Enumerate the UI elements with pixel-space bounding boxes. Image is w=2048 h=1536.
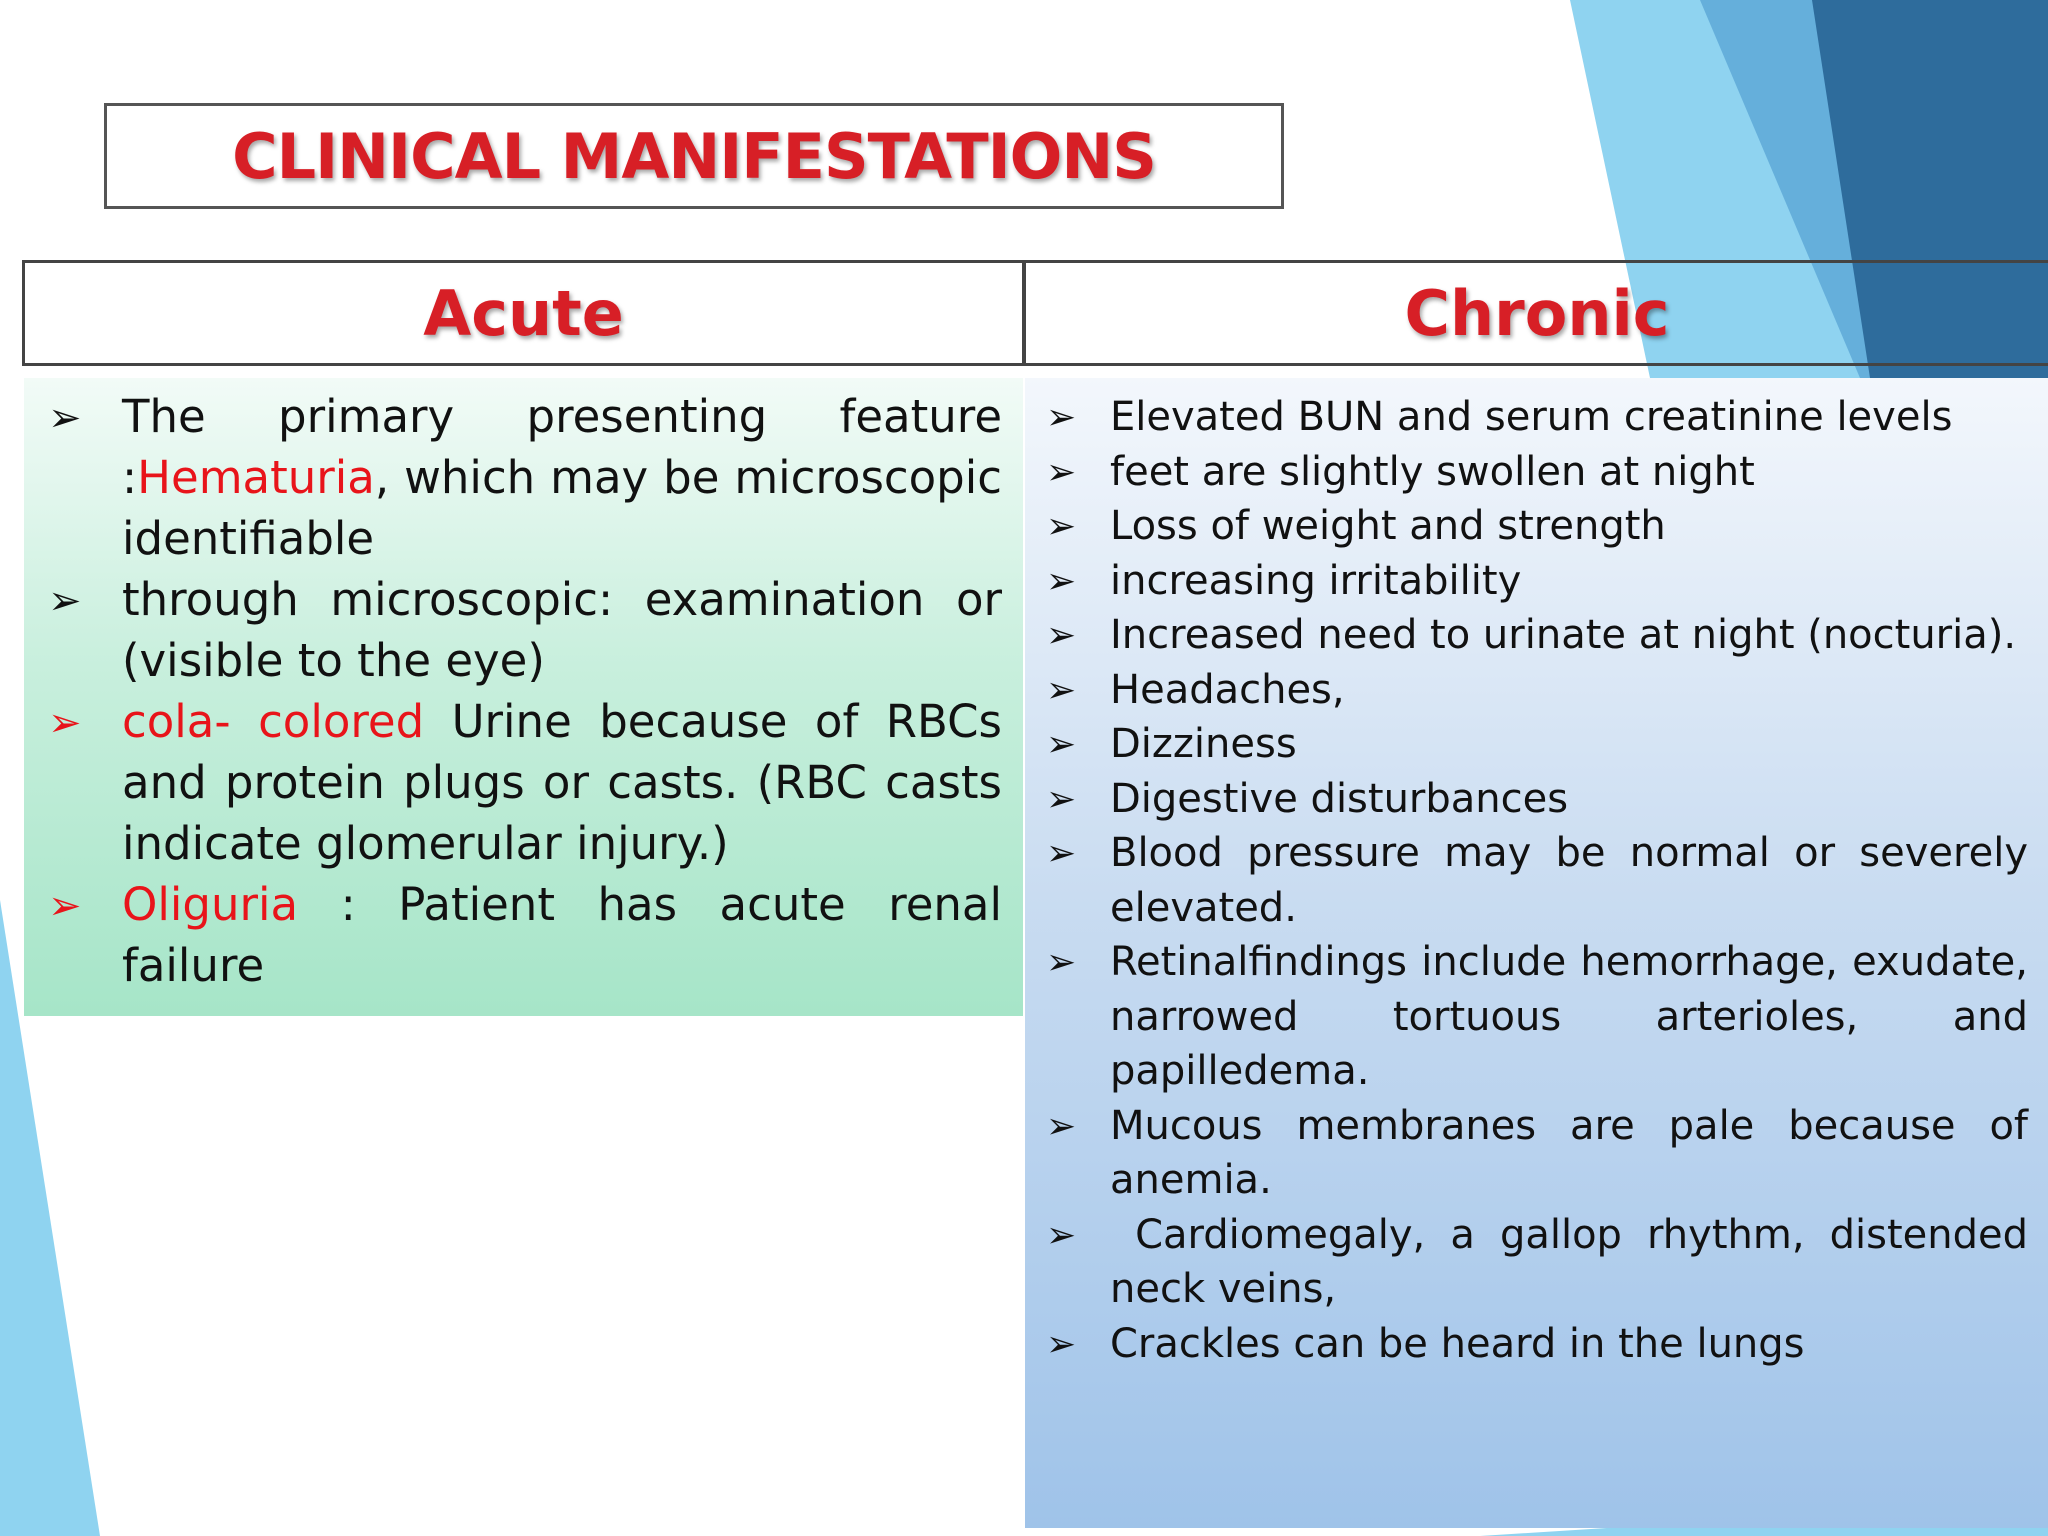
acute-header xyxy=(22,260,1025,366)
chronic-item-text: Dizziness xyxy=(1110,721,1297,767)
list-item xyxy=(48,691,1002,874)
arrow-bullet-icon: ➢ xyxy=(1046,1105,1077,1147)
list-item xyxy=(1046,1099,2028,1208)
chronic-item-text: Cardiomegaly, a gallop rhythm, distended neck veins, xyxy=(1110,1211,2041,1312)
acute-item-3-text: Urine because of RBCs and protein plugs or casts. (RBC casts indicate glomerular injury.) xyxy=(122,695,1002,870)
chronic-item-text: feet are slightly swollen at night xyxy=(1110,448,1755,495)
list-item xyxy=(1046,1317,2028,1372)
arrow-bullet-icon: ➢ xyxy=(1046,1323,1077,1365)
list-item xyxy=(1046,390,2028,445)
chronic-item-text: Headaches, xyxy=(1110,666,1345,713)
list-item xyxy=(1046,717,2028,772)
arrow-bullet-icon: ➢ xyxy=(48,395,82,441)
acute-list xyxy=(48,386,1002,996)
arrow-bullet-icon: ➢ xyxy=(48,578,82,624)
chronic-item-text: Elevated BUN and serum creatinine levels xyxy=(1110,394,1953,440)
list-item xyxy=(1046,608,2028,663)
acute-header-label: Acute xyxy=(423,276,624,350)
chronic-item-text: Loss of weight and strength xyxy=(1110,503,1666,549)
list-item xyxy=(1046,663,2028,718)
acute-item-4-highlight: Oliguria xyxy=(122,878,299,931)
chronic-list xyxy=(1046,390,2041,1371)
arrow-bullet-icon: ➢ xyxy=(1046,506,1077,547)
list-item xyxy=(1046,445,2028,500)
chronic-item-text: Increased need to urinate at night (nocturia). xyxy=(1110,612,2017,658)
list-item xyxy=(1046,772,2028,827)
title-box xyxy=(104,103,1284,209)
chronic-item-text: Retinalfindings include hemorrhage, exudate, narrowed tortuous arterioles, and papilledema. xyxy=(1110,939,2028,1094)
red-arrow-bullet-icon: ➢ xyxy=(48,700,82,746)
acute-item-1-text-a: The primary presenting feature : xyxy=(122,390,1002,504)
acute-item-4-text: : Patient has acute renal failure xyxy=(122,878,1002,992)
list-item xyxy=(1046,554,2028,609)
list-item xyxy=(1046,826,2028,935)
arrow-bullet-icon: ➢ xyxy=(1046,942,1077,983)
chronic-item-text: Digestive disturbances xyxy=(1110,775,1569,822)
arrow-bullet-icon: ➢ xyxy=(1046,778,1077,820)
chronic-header xyxy=(1023,260,2048,366)
arrow-bullet-icon: ➢ xyxy=(1046,669,1077,711)
acute-item-3-highlight: cola- colored xyxy=(122,695,425,748)
slide-title: CLINICAL MANIFESTATIONS xyxy=(232,119,1156,193)
list-item xyxy=(48,874,1002,996)
acute-item-1-highlight: Hematuria xyxy=(137,451,375,504)
arrow-bullet-icon: ➢ xyxy=(1046,1214,1077,1256)
arrow-bullet-icon: ➢ xyxy=(1046,560,1077,602)
chronic-item-text: Crackles can be heard in the lungs xyxy=(1110,1320,1805,1367)
acute-item-2-text: through microscopic: examination or (visible to the eye) xyxy=(122,573,1002,687)
list-item xyxy=(1046,1208,2041,1317)
arrow-bullet-icon: ➢ xyxy=(1046,615,1077,656)
list-item xyxy=(48,569,1002,691)
chronic-header-label: Chronic xyxy=(1404,276,1670,350)
red-arrow-bullet-icon: ➢ xyxy=(48,883,82,929)
list-item xyxy=(48,386,1002,569)
arrow-bullet-icon: ➢ xyxy=(1046,724,1077,765)
chronic-item-text: Blood pressure may be normal or severely elevated. xyxy=(1110,830,2028,931)
list-item xyxy=(1046,935,2028,1099)
acute-item-1-text-b: , which may be microscopic identifiable xyxy=(122,451,1002,565)
chronic-item-text: increasing irritability xyxy=(1110,557,1522,604)
list-item xyxy=(1046,499,2028,554)
arrow-bullet-icon: ➢ xyxy=(1046,397,1077,438)
arrow-bullet-icon: ➢ xyxy=(1046,451,1077,493)
arrow-bullet-icon: ➢ xyxy=(1046,833,1077,874)
chronic-item-text: Mucous membranes are pale because of anemia. xyxy=(1110,1102,2028,1203)
